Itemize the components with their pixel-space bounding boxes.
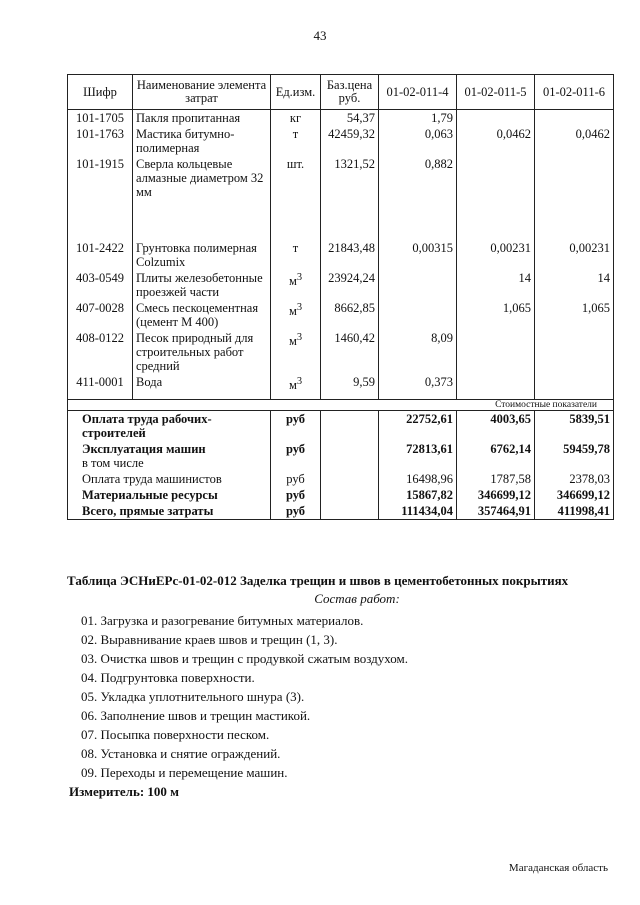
- summary-unit: руб: [271, 471, 321, 487]
- row-value-5: [457, 374, 535, 393]
- row-code: 101-2422: [68, 240, 133, 270]
- works-list: [67, 611, 627, 782]
- summary-label: Оплата труда машинистов: [68, 471, 271, 487]
- summary-label-cell: [68, 441, 271, 471]
- header-price: Баз.цена руб.: [321, 75, 379, 110]
- list-item: 09. Переходы и перемещение машин.: [81, 765, 288, 780]
- summary-value-5: 1787,58: [457, 471, 535, 487]
- unit-superscript: 3: [296, 376, 303, 387]
- row-value-6: 14: [535, 270, 614, 300]
- row-value-4: 8,09: [379, 330, 457, 374]
- row-price: 54,37: [321, 110, 379, 127]
- row-unit: [271, 300, 321, 330]
- row-value-5: [457, 110, 535, 127]
- list-item: 03. Очистка швов и трещин с продувкой сжатым воздухом.: [81, 651, 409, 666]
- unit-superscript: 3: [296, 272, 303, 283]
- row-code: 101-1763: [68, 126, 133, 156]
- summary-row: [68, 441, 614, 471]
- row-value-4: 0,063: [379, 126, 457, 156]
- row-value-4: 0,00315: [379, 240, 457, 270]
- summary-value-4: 111434,04: [379, 503, 457, 520]
- row-value-5: [457, 156, 535, 200]
- row-value-5: 14: [457, 270, 535, 300]
- table-row: [68, 374, 614, 393]
- summary-value-5: 6762,14: [457, 441, 535, 471]
- table-row: [68, 156, 614, 200]
- page-number: 43: [313, 28, 327, 43]
- table-row: [68, 240, 614, 270]
- list-item: 06. Заполнение швов и трещин мастикой.: [81, 708, 311, 723]
- unit-superscript: 3: [296, 332, 303, 343]
- row-value-6: [535, 156, 614, 200]
- row-price: 9,59: [321, 374, 379, 393]
- summary-empty-cell: [321, 503, 379, 520]
- summary-value-6: 59459,78: [535, 441, 614, 471]
- row-value-6: [535, 374, 614, 393]
- unit-text: м: [288, 274, 297, 289]
- summary-unit: руб: [271, 411, 321, 442]
- summary-value-4: 15867,82: [379, 487, 457, 503]
- row-value-5: 0,00231: [457, 240, 535, 270]
- summary-empty-cell: [321, 441, 379, 471]
- footer-region: Магаданская область: [508, 862, 608, 874]
- row-code: 408-0122: [68, 330, 133, 374]
- row-name: Смесь пескоцементная (цемент М 400): [133, 300, 271, 330]
- list-item: 05. Укладка уплотнительного шнура (3).: [81, 689, 305, 704]
- measurement-unit: Измеритель: 100 м: [69, 784, 180, 799]
- header-code: Шифр: [68, 75, 133, 110]
- summary-value-6: 2378,03: [535, 471, 614, 487]
- row-unit: т: [271, 126, 321, 156]
- row-name: Грунтовка полимерная Colzumix: [133, 240, 271, 270]
- header-name: Наименование элемента затрат: [133, 75, 271, 110]
- unit-superscript: 3: [296, 302, 303, 313]
- summary-empty-cell: [321, 411, 379, 442]
- section-title: Таблица ЭСНиЕРс-01-02-012 Заделка трещин и швов в цементобетонных покрытиях: [67, 573, 569, 588]
- unit-text: м: [288, 304, 297, 319]
- cost-indicators-row: [68, 400, 614, 411]
- summary-value-4: 22752,61: [379, 411, 457, 442]
- list-item: 07. Посыпка поверхности песком.: [81, 727, 270, 742]
- row-value-5: [457, 330, 535, 374]
- summary-row: [68, 503, 614, 520]
- table-row: [68, 270, 614, 300]
- summary-unit: руб: [271, 503, 321, 520]
- summary-empty-cell: [321, 487, 379, 503]
- row-value-4: 0,882: [379, 156, 457, 200]
- header-col-5: 01-02-011-5: [457, 75, 535, 110]
- summary-value-6: 346699,12: [535, 487, 614, 503]
- row-price: 1321,52: [321, 156, 379, 200]
- table-row: [68, 110, 614, 127]
- header-col-6: 01-02-011-6: [535, 75, 614, 110]
- summary-empty-cell: [321, 471, 379, 487]
- table-row: [68, 330, 614, 374]
- row-unit: [271, 270, 321, 300]
- row-name: Вода: [133, 374, 271, 393]
- row-value-6: [535, 330, 614, 374]
- row-unit: шт.: [271, 156, 321, 200]
- table-spacer-row: [68, 200, 614, 240]
- header-col-4: 01-02-011-4: [379, 75, 457, 110]
- row-unit: кг: [271, 110, 321, 127]
- row-name: Песок природный для строительных работ средний: [133, 330, 271, 374]
- resource-table: [67, 74, 614, 520]
- row-value-5: 1,065: [457, 300, 535, 330]
- row-code: 407-0028: [68, 300, 133, 330]
- row-name: Плиты железобетонные проезжей части: [133, 270, 271, 300]
- summary-label: Материальные ресурсы: [68, 487, 271, 503]
- row-price: 42459,32: [321, 126, 379, 156]
- row-value-4: [379, 270, 457, 300]
- row-value-4: 1,79: [379, 110, 457, 127]
- summary-label: Всего, прямые затраты: [68, 503, 271, 520]
- row-price: 8662,85: [321, 300, 379, 330]
- row-code: 101-1915: [68, 156, 133, 200]
- summary-row: [68, 411, 614, 442]
- summary-value-4: 16498,96: [379, 471, 457, 487]
- cost-indicators-label: Стоимостные показатели: [68, 400, 614, 411]
- list-item: 04. Подгрунтовка поверхности.: [81, 670, 255, 685]
- summary-sublabel: в том числе: [82, 456, 144, 471]
- summary-label: Эксплуатация машин: [82, 442, 206, 457]
- list-item: 08. Установка и снятие ограждений.: [81, 746, 281, 761]
- row-unit: т: [271, 240, 321, 270]
- summary-value-6: 5839,51: [535, 411, 614, 442]
- row-name: Мастика битумно-полимерная: [133, 126, 271, 156]
- row-name: Пакля пропитанная: [133, 110, 271, 127]
- row-value-6: 0,0462: [535, 126, 614, 156]
- row-price: 23924,24: [321, 270, 379, 300]
- summary-row: [68, 471, 614, 487]
- list-item: 02. Выравнивание краев швов и трещин (1, 3).: [81, 632, 338, 647]
- list-item: 01. Загрузка и разогревание битумных материалов.: [81, 613, 364, 628]
- section-subtitle: Состав работ:: [314, 591, 400, 606]
- row-value-4: 0,373: [379, 374, 457, 393]
- work-composition-section: [67, 573, 627, 801]
- row-value-6: 0,00231: [535, 240, 614, 270]
- row-value-5: 0,0462: [457, 126, 535, 156]
- summary-value-5: 357464,91: [457, 503, 535, 520]
- table-row: [68, 300, 614, 330]
- unit-text: м: [288, 378, 297, 393]
- row-value-6: 1,065: [535, 300, 614, 330]
- summary-unit: руб: [271, 441, 321, 471]
- summary-label: Оплата труда рабочих-строителей: [68, 411, 271, 442]
- row-value-4: [379, 300, 457, 330]
- row-code: 101-1705: [68, 110, 133, 127]
- summary-unit: руб: [271, 487, 321, 503]
- row-name: Сверла кольцевые алмазные диаметром 32 мм: [133, 156, 271, 200]
- table-header-row: [68, 75, 614, 110]
- row-code: 403-0549: [68, 270, 133, 300]
- row-price: 1460,42: [321, 330, 379, 374]
- summary-value-4: 72813,61: [379, 441, 457, 471]
- row-unit: [271, 374, 321, 393]
- summary-value-5: 346699,12: [457, 487, 535, 503]
- summary-row: [68, 487, 614, 503]
- summary-value-6: 411998,41: [535, 503, 614, 520]
- row-value-6: [535, 110, 614, 127]
- unit-text: м: [288, 334, 297, 349]
- row-unit: [271, 330, 321, 374]
- row-price: 21843,48: [321, 240, 379, 270]
- header-unit: Ед.изм.: [271, 75, 321, 110]
- table-row: [68, 126, 614, 156]
- row-code: 411-0001: [68, 374, 133, 393]
- summary-value-5: 4003,65: [457, 411, 535, 442]
